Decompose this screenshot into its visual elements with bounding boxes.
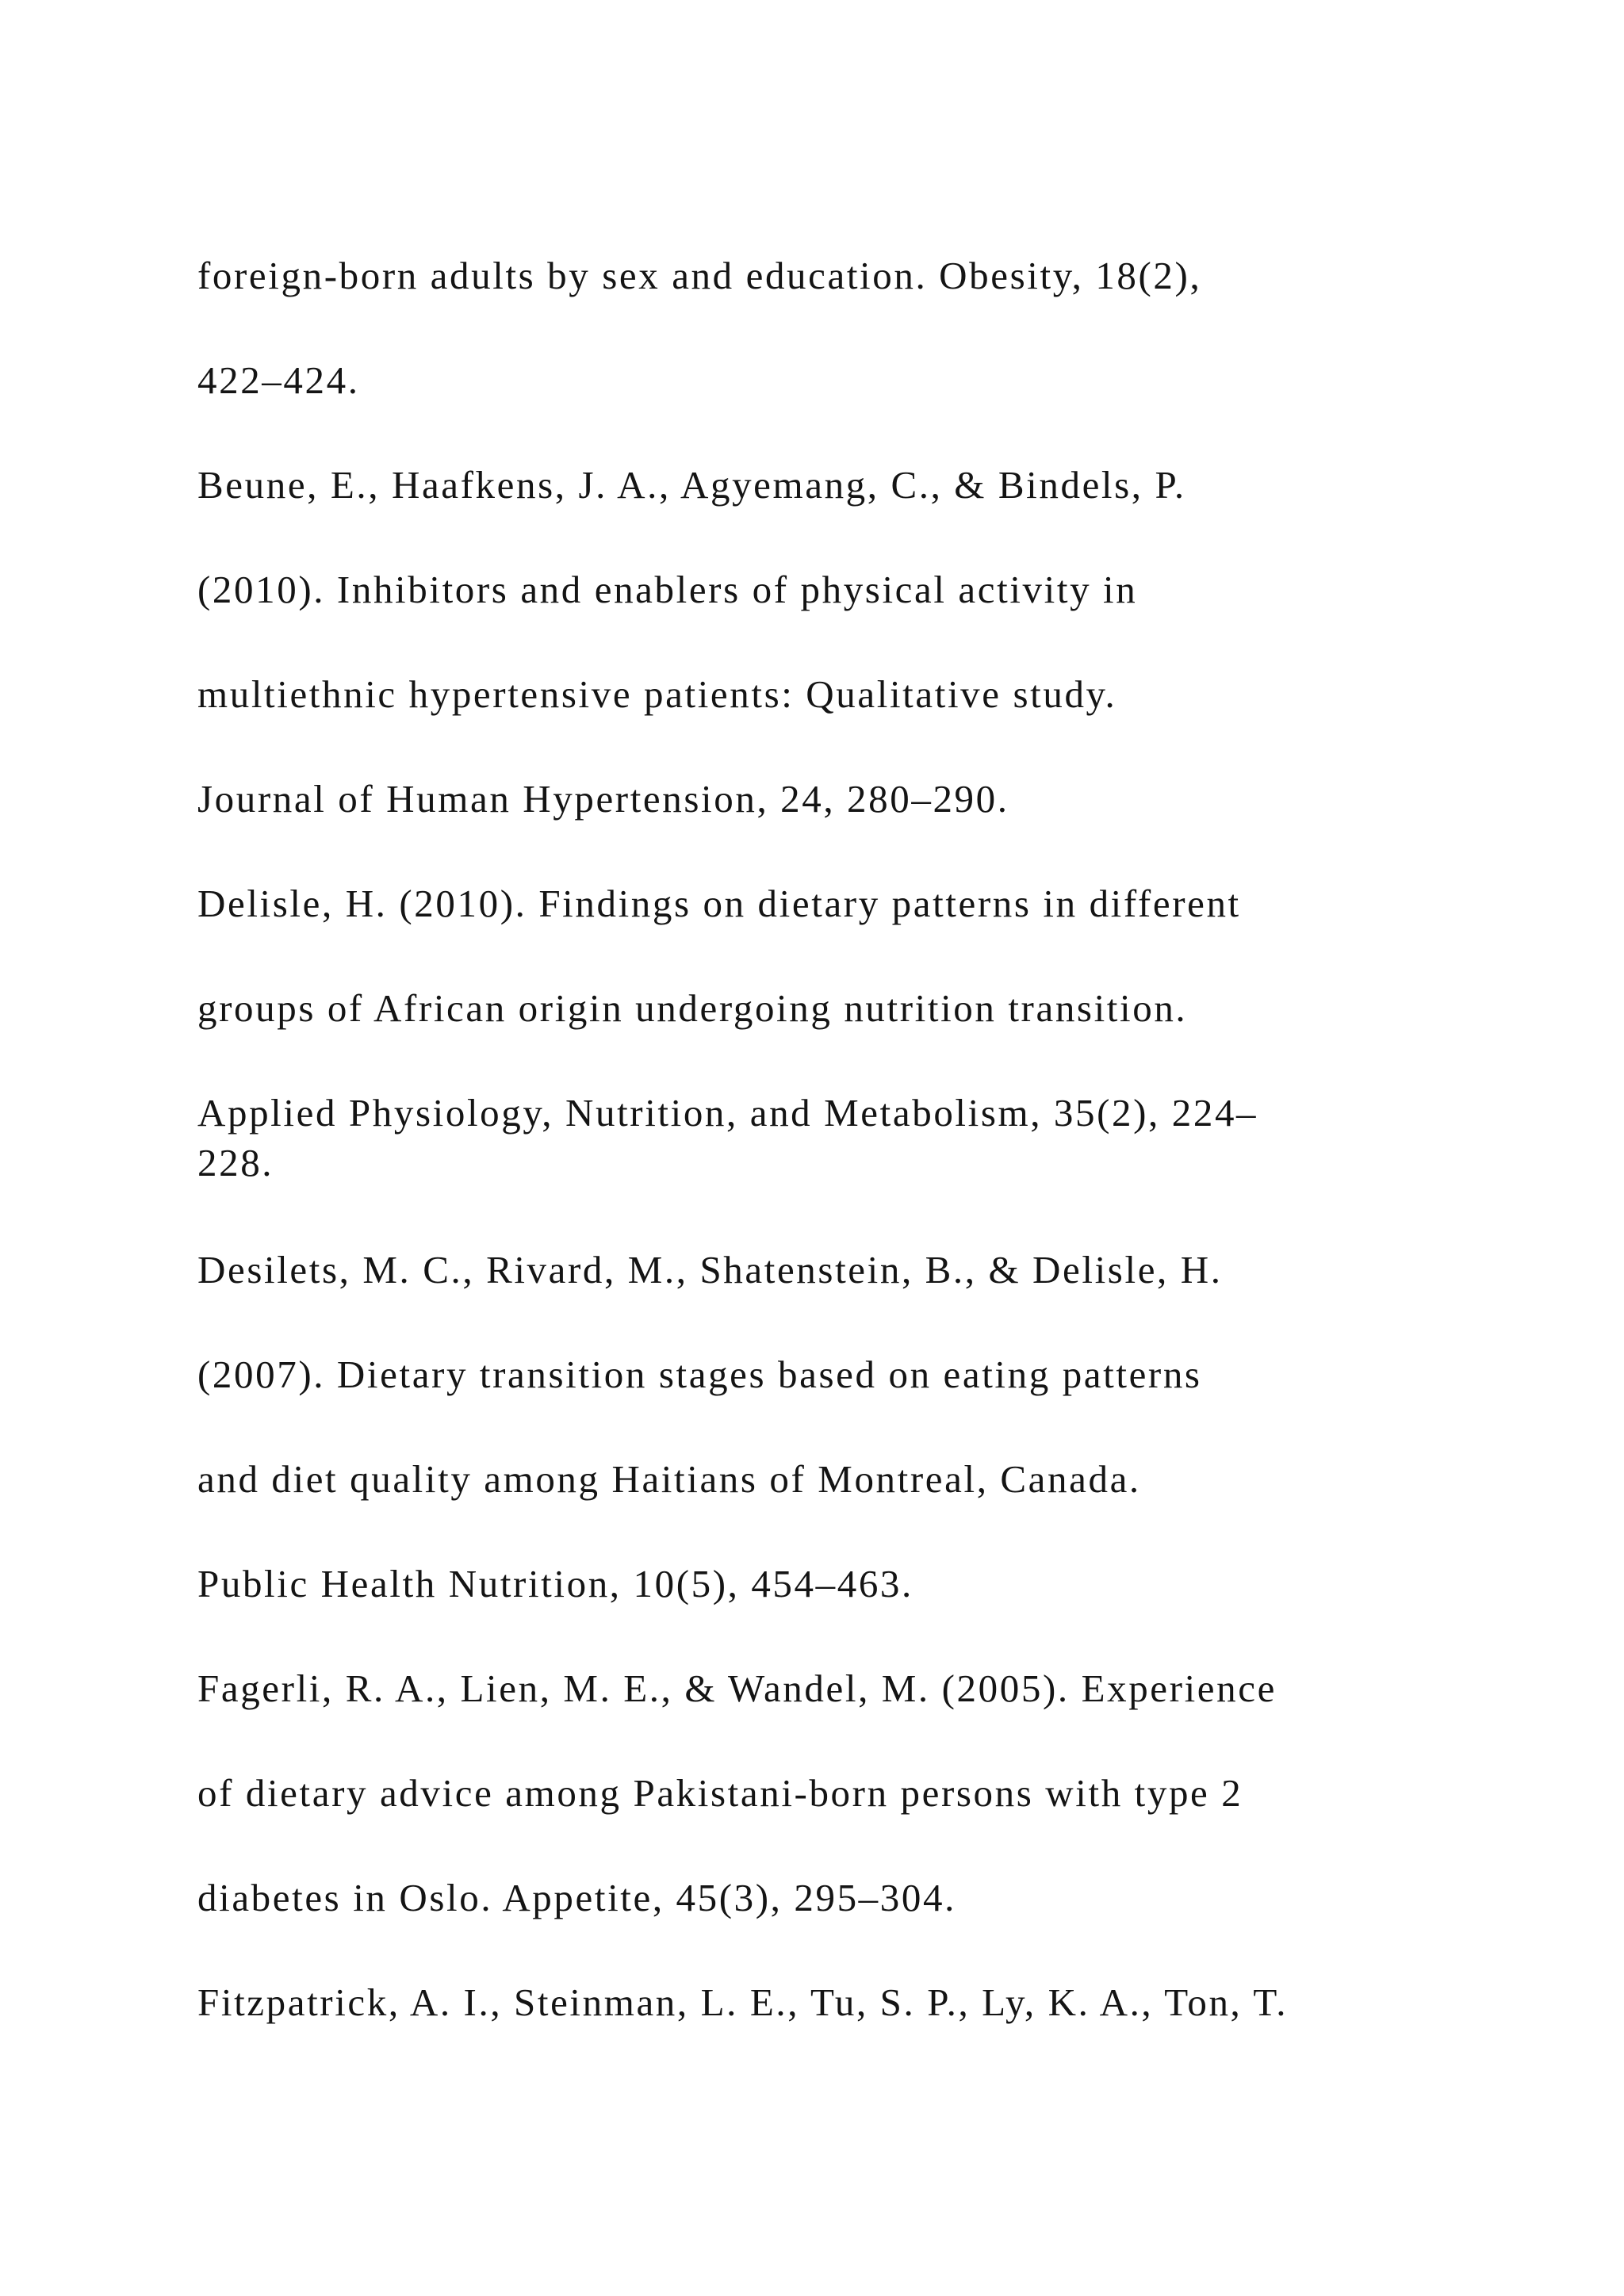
- reference-line: groups of African origin undergoing nutrition transition.: [197, 986, 1188, 1030]
- reference-line: 228.: [197, 1141, 274, 1184]
- reference-line: and diet quality among Haitians of Montreal, Canada.: [197, 1457, 1141, 1501]
- reference-line: Delisle, H. (2010). Findings on dietary patterns in different: [197, 882, 1241, 925]
- reference-line: Fagerli, R. A., Lien, M. E., & Wandel, M. (2005). Experience: [197, 1667, 1277, 1710]
- reference-line: Journal of Human Hypertension, 24, 280–290.: [197, 777, 1009, 821]
- reference-line: diabetes in Oslo. Appetite, 45(3), 295–304.: [197, 1876, 956, 1919]
- reference-line: foreign-born adults by sex and education. Obesity, 18(2),: [197, 254, 1202, 297]
- reference-line: of dietary advice among Pakistani-born persons with type 2: [197, 1771, 1243, 1815]
- reference-line: (2010). Inhibitors and enablers of physical activity in: [197, 568, 1138, 611]
- reference-line: Public Health Nutrition, 10(5), 454–463.: [197, 1562, 914, 1605]
- reference-line: Applied Physiology, Nutrition, and Metabolism, 35(2), 224–: [197, 1091, 1258, 1135]
- reference-line: Fitzpatrick, A. I., Steinman, L. E., Tu, S. P., Ly, K. A., Ton, T.: [197, 1980, 1289, 2024]
- reference-line: multiethnic hypertensive patients: Qualitative study.: [197, 672, 1117, 716]
- reference-line: Desilets, M. C., Rivard, M., Shatenstein, B., & Delisle, H.: [197, 1248, 1223, 1292]
- reference-line: Beune, E., Haafkens, J. A., Agyemang, C., & Bindels, P.: [197, 463, 1186, 507]
- reference-line: 422–424.: [197, 358, 360, 402]
- reference-line: (2007). Dietary transition stages based on eating patterns: [197, 1353, 1202, 1396]
